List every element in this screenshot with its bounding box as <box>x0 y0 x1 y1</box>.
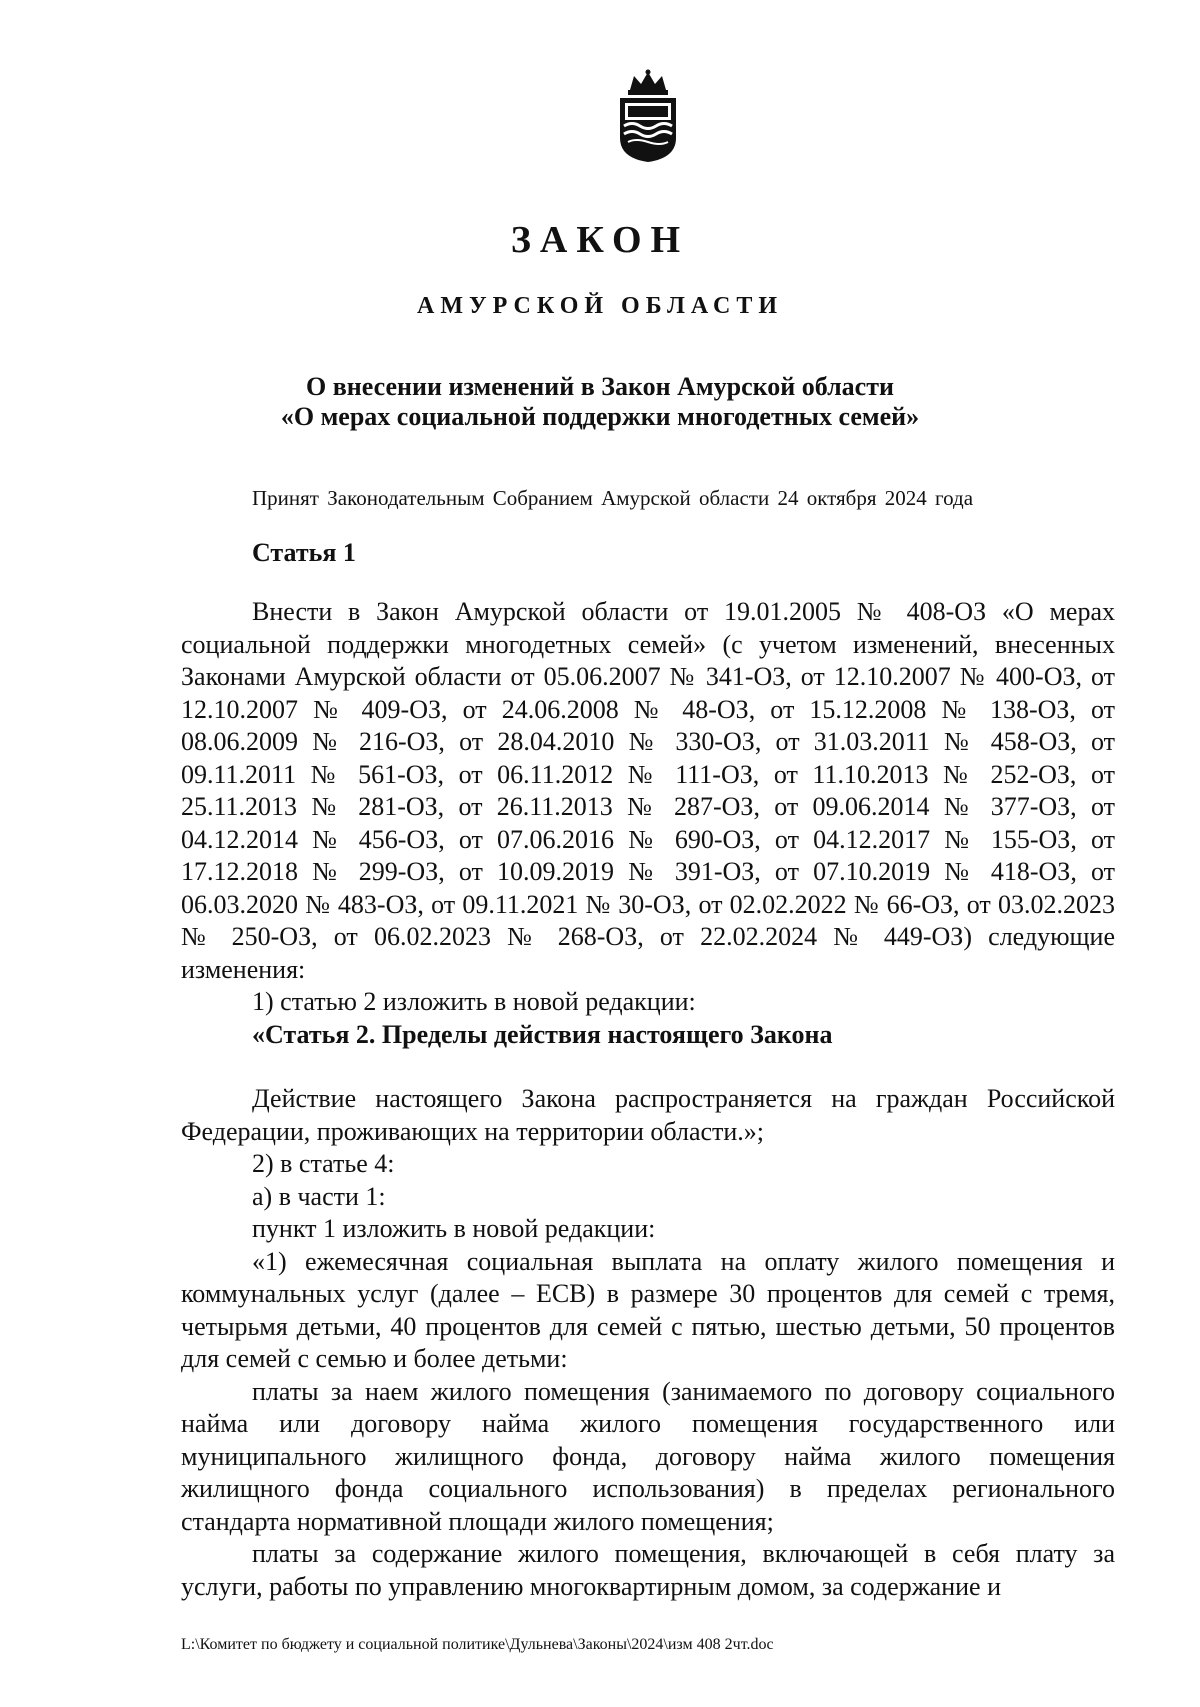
quoted-point-1: «1) ежемесячная социальная выплата на оплату жилого помещения и коммунальных услуг (далее – ЕСВ) в размере 30 процентов для семей с тремя, четырьмя детьми, 40 процентов для семей с пятью, шестью детьми, 50 процентов для семей с семью и более детьми: <box>181 1246 1115 1373</box>
maintenance-clause: платы за содержание жилого помещения, включающей в себя плату за услуги, работы по управлению многоквартирным домом, за содержание и <box>181 1539 1115 1601</box>
amendment-item-2a: а) в части 1: <box>252 1181 386 1211</box>
article-heading: Статья 1 <box>252 538 356 567</box>
article-body <box>181 596 1115 1603</box>
document-subtitle: АМУРСКОЙ ОБЛАСТИ <box>417 293 783 319</box>
law-name-line-1: О внесении изменений в Закон Амурской области <box>306 372 894 401</box>
article-intro: Внести в Закон Амурской области от 19.01.2005 № 408-ОЗ «О мерах социальной поддержки многодетных семей» (с учетом изменений, внесенных Законами Амурской области от 05.06.2007 № 341-ОЗ, от 12.10.2007 № 400-ОЗ, от 12.10.2007 № 409-ОЗ, от 24.06.2008 № 48-ОЗ, от 15.12.2008 № 138-ОЗ, от 08.06.2009 № 216-ОЗ, от 28.04.2010 № 330-ОЗ, от 31.03.2011 № 458-ОЗ, от 09.11.2011 № 561-ОЗ, от 06.11.2012 № 111-ОЗ, от 11.10.2013 № 252-ОЗ, от 25.11.2013 № 281-ОЗ, от 26.11.2013 № 287-ОЗ, от 09.06.2014 № 377-ОЗ, от 04.12.2014 № 456-ОЗ, от 07.06.2016 № 690-ОЗ, от 04.12.2017 № 155-ОЗ, от 17.12.2018 № 299-ОЗ, от 10.09.2019 № 391-ОЗ, от 07.10.2019 № 418-ОЗ, от 06.03.2020 № 483-ОЗ, от 09.11.2021 № 30-ОЗ, от 02.02.2022 № 66-ОЗ, от 03.02.2023 № 250-ОЗ, от 06.02.2023 № 268-ОЗ, от 22.02.2024 № 449-ОЗ) следующие изменения: <box>181 597 1115 984</box>
amendment-item-1: 1) статью 2 изложить в новой редакции: <box>252 987 696 1016</box>
document-title: ЗАКОН <box>510 219 690 261</box>
law-name-line-2: «О мерах социальной поддержки многодетных семей» <box>280 402 920 431</box>
footer-file-path: L:\Комитет по бюджету и социальной политике\Дульнева\Законы\2024\изм 408 2чт.doc <box>181 1636 774 1653</box>
law-name <box>0 372 1200 432</box>
amur-region-coat-of-arms-icon <box>612 68 684 164</box>
amended-article-heading: «Статья 2. Пределы действия настоящего Закона <box>252 1019 833 1049</box>
amended-article-text: Действие настоящего Закона распространяется на граждан Российской Федерации, проживающих на территории области.»; <box>181 1084 1115 1146</box>
adoption-line: Принят Законодательным Собранием Амурской области 24 октября 2024 года <box>252 486 974 510</box>
amendment-item-2: 2) в статье 4: <box>252 1149 395 1178</box>
amendment-item-2a-point: пункт 1 изложить в новой редакции: <box>252 1214 656 1243</box>
rent-clause: платы за наем жилого помещения (занимаемого по договору социального найма или договору найма жилого помещения государственного или муниципального жилищного фонда, договору найма жилого помещения жилищного фонда социального использования) в пределах регионального стандарта нормативной площади жилого помещения; <box>181 1376 1115 1536</box>
